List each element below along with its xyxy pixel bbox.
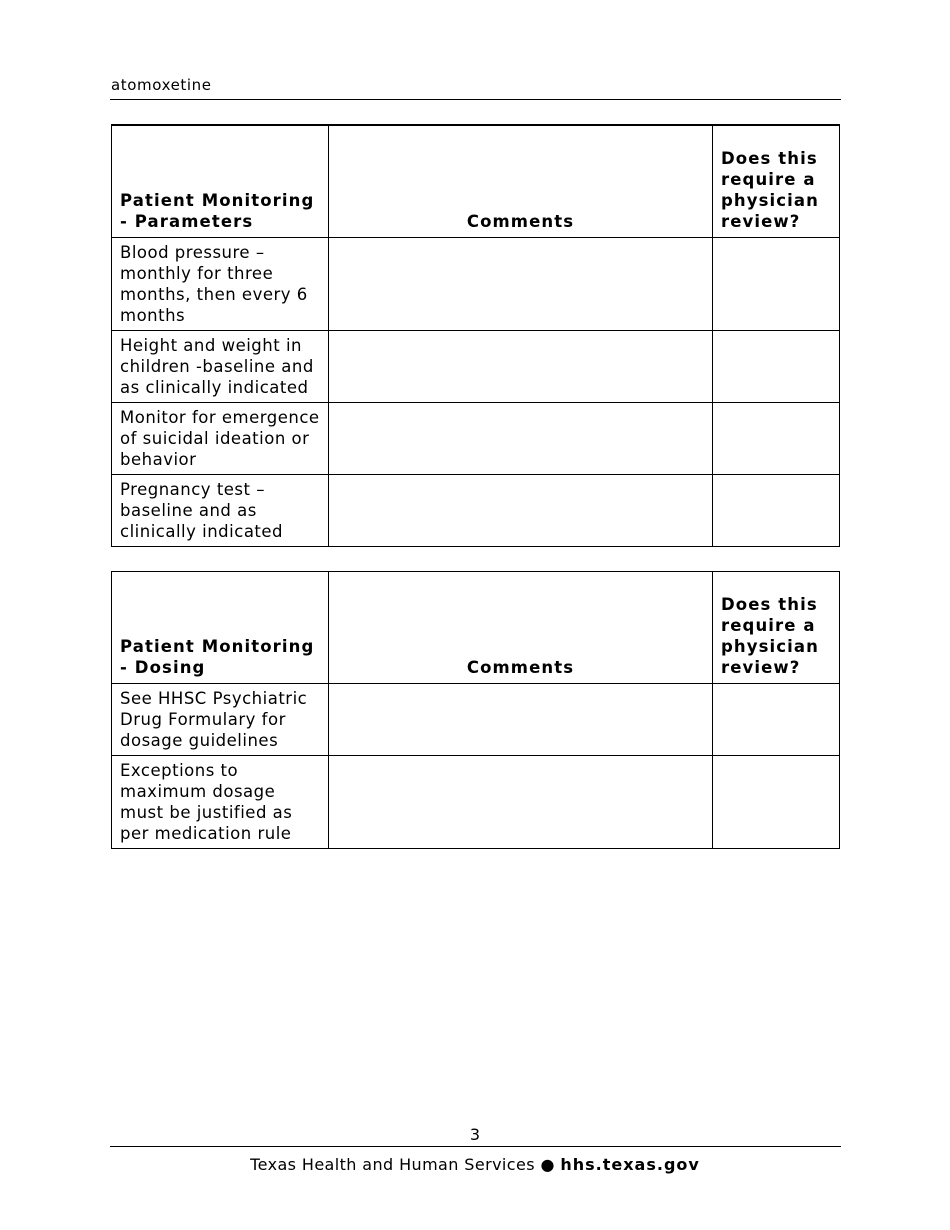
comments-heading: Comments (329, 572, 713, 684)
review-cell[interactable] (713, 237, 840, 330)
dosing-heading: Patient Monitoring - Dosing (112, 572, 329, 684)
comments-cell[interactable] (329, 402, 713, 474)
footer-agency: Texas Health and Human Services (250, 1155, 535, 1174)
footer (0, 1155, 950, 1174)
comments-cell[interactable] (329, 330, 713, 402)
page-number: 3 (469, 1125, 481, 1144)
physician-review-heading: Does this require a physician review? (713, 125, 840, 237)
parameter-cell: Monitor for emergence of suicidal ideation or behavior (112, 402, 329, 474)
comments-cell[interactable] (329, 684, 713, 756)
table-row (112, 756, 840, 849)
header-divider (110, 99, 841, 100)
footer-divider (110, 1146, 841, 1147)
physician-review-heading: Does this require a physician review? (713, 572, 840, 684)
review-cell[interactable] (713, 474, 840, 546)
footer-website-link[interactable]: hhs.texas.gov (560, 1155, 700, 1174)
parameter-cell: Blood pressure – monthly for three months, then every 6 months (112, 237, 329, 330)
table-row (112, 684, 840, 756)
parameters-heading: Patient Monitoring - Parameters (112, 125, 329, 237)
table-row (112, 402, 840, 474)
table-header-row (112, 572, 840, 684)
comments-heading: Comments (329, 125, 713, 237)
review-cell[interactable] (713, 402, 840, 474)
review-cell[interactable] (713, 684, 840, 756)
footer-bullet: ● (540, 1155, 555, 1174)
review-cell[interactable] (713, 330, 840, 402)
parameter-cell: Height and weight in children -baseline and as clinically indicated (112, 330, 329, 402)
table-row (112, 237, 840, 330)
table-row (112, 330, 840, 402)
parameters-table (111, 124, 840, 547)
review-cell[interactable] (713, 756, 840, 849)
dosing-table (111, 571, 840, 849)
parameter-cell: Exceptions to maximum dosage must be justified as per medication rule (112, 756, 329, 849)
parameter-cell: Pregnancy test – baseline and as clinically indicated (112, 474, 329, 546)
table-row (112, 474, 840, 546)
comments-cell[interactable] (329, 756, 713, 849)
document-header: atomoxetine (111, 76, 212, 94)
comments-cell[interactable] (329, 474, 713, 546)
parameter-cell: See HHSC Psychiatric Drug Formulary for dosage guidelines (112, 684, 329, 756)
comments-cell[interactable] (329, 237, 713, 330)
table-header-row (112, 125, 840, 237)
